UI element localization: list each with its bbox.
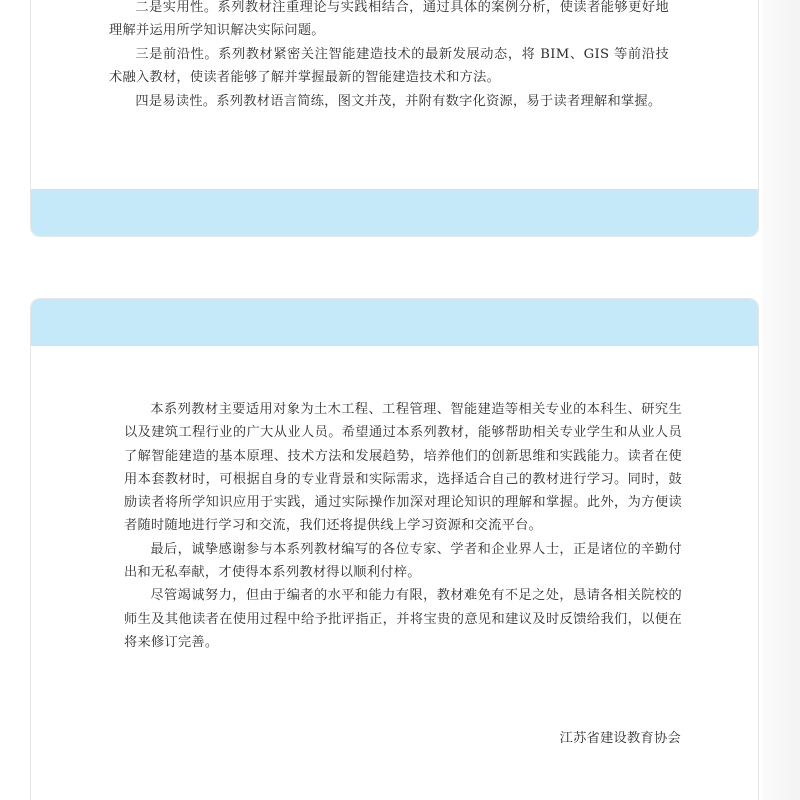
lower-content-card — [30, 298, 759, 800]
feature-paragraph-readability: 四是易读性。系列教材语言简练，图文并茂，并附有数字化资源，易于读者理解和掌握。 — [135, 93, 662, 109]
feedback-paragraph: 尽管竭诚努力，但由于编者的水平和能力有限，教材难免有不足之处，恳请各相关院校的师生及其他读者在使用过程中给予批评指正，并将宝贵的意见和建议及时反馈给我们，以便在将来修订完善。 — [124, 588, 682, 650]
feature-paragraph-practicality: 二是实用性。系列教材注重理论与实践相结合，通过具体的案例分析，使读者能够更好地理解并运用所学知识解决实际问题。 — [109, 0, 669, 39]
feature-paragraph-frontier: 三是前沿性。系列教材紧密关注智能建造技术的最新发展动态，将 BIM、GIS 等前沿技术融入教材，使读者能够了解并掌握最新的智能建造技术和方法。 — [109, 46, 669, 86]
upper-card-footer-band — [31, 189, 758, 236]
lower-card-header-band — [31, 299, 758, 346]
lower-text-block — [124, 398, 682, 654]
signature: 江苏省建设教育协会 — [559, 731, 681, 746]
acknowledgement-paragraph: 最后，诚挚感谢参与本系列教材编写的各位专家、学者和企业界人士，正是诸位的辛勤付出和无私奉献，才使得本系列教材得以顺利付梓。 — [124, 541, 682, 581]
upper-content-card — [30, 0, 759, 237]
upper-text-block — [109, 0, 669, 113]
page-edge — [762, 0, 800, 800]
audience-paragraph: 本系列教材主要适用对象为土木工程、工程管理、智能建造等相关专业的本科生、研究生以及建筑工程行业的广大从业人员。希望通过本系列教材，能够帮助相关专业学生和从业人员了解智能建造的基本原理、技术方法和发展趋势，培养他们的创新思维和实践能力。读者在使用本套教材时，可根据自身的专业背景和实际需求，选择适合自己的教材进行学习。同时，鼓励读者将所学知识应用于实践，通过实际操作加深对理论知识的理解和掌握。此外，为方便读者随时随地进行学习和交流，我们还将提供线上学习资源和交流平台。 — [124, 402, 682, 534]
